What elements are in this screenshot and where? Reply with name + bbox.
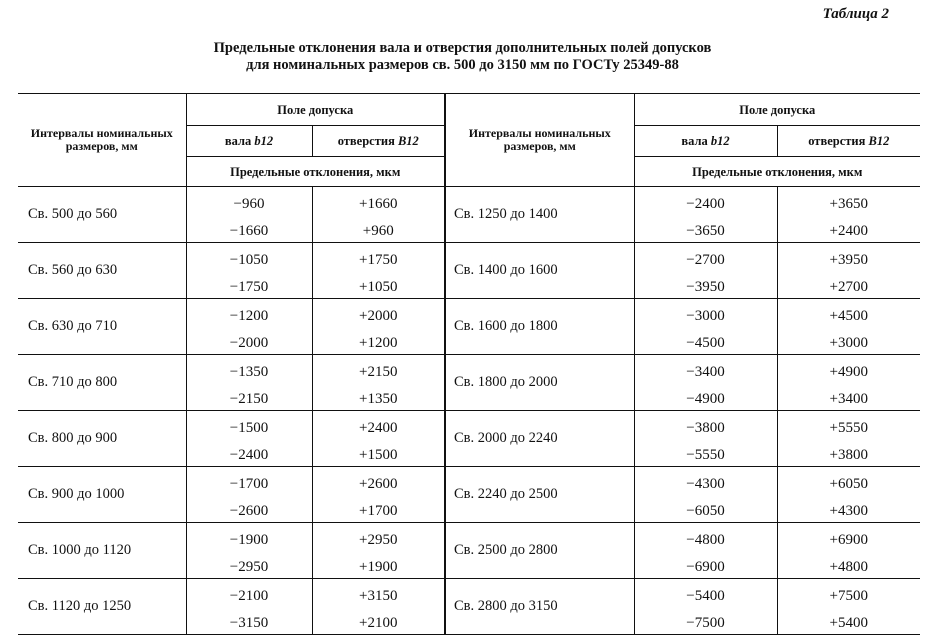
hole-upper-left: +2150 — [312, 355, 445, 382]
hole-upper-right: +4500 — [777, 299, 920, 326]
deviations-header-right: Предельные отклонения, мкм — [634, 157, 920, 187]
tolerance-field-header-left: Поле допуска — [186, 94, 445, 126]
interval-cell-right: Св. 2240 до 2500 — [445, 467, 634, 523]
deviations-header-left: Предельные отклонения, мкм — [186, 157, 445, 187]
table-row — [18, 299, 920, 326]
shaft-lower-right: −5550 — [634, 437, 777, 467]
table-row — [18, 355, 920, 382]
hole-upper-right: +3650 — [777, 187, 920, 214]
shaft-lower-left: −2150 — [186, 381, 312, 411]
interval-cell-left: Св. 630 до 710 — [18, 299, 186, 355]
shaft-header-left — [186, 126, 312, 157]
table-header — [18, 94, 920, 187]
hole-lower-right: +3000 — [777, 325, 920, 355]
shaft-lower-right: −4500 — [634, 325, 777, 355]
interval-cell-right: Св. 1250 до 1400 — [445, 187, 634, 243]
table-row — [18, 243, 920, 270]
table-body — [18, 187, 920, 635]
hole-code: B12 — [868, 134, 890, 148]
shaft-upper-right: −3800 — [634, 411, 777, 438]
hole-upper-right: +7500 — [777, 579, 920, 606]
hole-upper-left: +1660 — [312, 187, 445, 214]
hole-lower-left: +1900 — [312, 549, 445, 579]
shaft-lower-right: −7500 — [634, 605, 777, 635]
table-row — [18, 467, 920, 494]
hole-upper-left: +2950 — [312, 523, 445, 550]
hole-lower-left: +1500 — [312, 437, 445, 467]
shaft-lower-right: −6900 — [634, 549, 777, 579]
shaft-upper-left: −960 — [186, 187, 312, 214]
shaft-upper-right: −3000 — [634, 299, 777, 326]
shaft-upper-left: −1050 — [186, 243, 312, 270]
interval-cell-right: Св. 1400 до 1600 — [445, 243, 634, 299]
shaft-lower-right: −4900 — [634, 381, 777, 411]
shaft-code: b12 — [710, 134, 730, 148]
shaft-lower-right: −6050 — [634, 493, 777, 523]
hole-header-right — [777, 126, 920, 157]
shaft-lower-left: −1750 — [186, 269, 312, 299]
hole-lower-right: +5400 — [777, 605, 920, 635]
interval-cell-right: Св. 2500 до 2800 — [445, 523, 634, 579]
interval-cell-left: Св. 560 до 630 — [18, 243, 186, 299]
interval-cell-right: Св. 2800 до 3150 — [445, 579, 634, 635]
interval-cell-right: Св. 2000 до 2240 — [445, 411, 634, 467]
shaft-upper-left: −1700 — [186, 467, 312, 494]
hole-lower-right: +2400 — [777, 213, 920, 243]
hole-upper-left: +3150 — [312, 579, 445, 606]
interval-cell-left: Св. 800 до 900 — [18, 411, 186, 467]
table-number: Таблица 2 — [822, 6, 889, 22]
shaft-lower-left: −2400 — [186, 437, 312, 467]
hole-lower-right: +3800 — [777, 437, 920, 467]
hole-prefix: отверстия — [337, 134, 398, 148]
interval-cell-left: Св. 900 до 1000 — [18, 467, 186, 523]
hole-upper-right: +4900 — [777, 355, 920, 382]
shaft-lower-left: −2600 — [186, 493, 312, 523]
shaft-code: b12 — [254, 134, 274, 148]
shaft-upper-left: −1900 — [186, 523, 312, 550]
hole-upper-right: +6050 — [777, 467, 920, 494]
hole-upper-right: +5550 — [777, 411, 920, 438]
shaft-prefix: вала — [224, 134, 255, 148]
table-row — [18, 523, 920, 550]
hole-code: B12 — [397, 134, 419, 148]
shaft-lower-right: −3650 — [634, 213, 777, 243]
shaft-upper-left: −1500 — [186, 411, 312, 438]
shaft-upper-right: −2700 — [634, 243, 777, 270]
hole-lower-left: +1200 — [312, 325, 445, 355]
hole-upper-left: +2000 — [312, 299, 445, 326]
table-row — [18, 411, 920, 438]
shaft-upper-right: −3400 — [634, 355, 777, 382]
deviations-table — [18, 93, 920, 635]
interval-cell-left: Св. 710 до 800 — [18, 355, 186, 411]
shaft-upper-right: −5400 — [634, 579, 777, 606]
hole-lower-right: +4300 — [777, 493, 920, 523]
interval-cell-left: Св. 1000 до 1120 — [18, 523, 186, 579]
table-row — [18, 187, 920, 214]
hole-upper-left: +2600 — [312, 467, 445, 494]
interval-cell-left: Св. 500 до 560 — [18, 187, 186, 243]
title-line-1: Предельные отклонения вала и отверстия дополнительных полей допусков — [213, 40, 712, 56]
hole-lower-left: +960 — [312, 213, 445, 243]
shaft-upper-left: −1200 — [186, 299, 312, 326]
hole-lower-right: +4800 — [777, 549, 920, 579]
shaft-lower-left: −2950 — [186, 549, 312, 579]
hole-header-left — [312, 126, 445, 157]
table-row — [18, 579, 920, 606]
shaft-header-right — [634, 126, 777, 157]
intervals-header-right: Интервалы номинальных размеров, мм — [445, 94, 634, 187]
hole-lower-left: +2100 — [312, 605, 445, 635]
document-title — [0, 40, 925, 74]
hole-lower-left: +1350 — [312, 381, 445, 411]
shaft-lower-right: −3950 — [634, 269, 777, 299]
shaft-prefix: вала — [681, 134, 711, 148]
shaft-lower-left: −1660 — [186, 213, 312, 243]
shaft-lower-left: −3150 — [186, 605, 312, 635]
hole-upper-left: +2400 — [312, 411, 445, 438]
hole-upper-left: +1750 — [312, 243, 445, 270]
interval-cell-right: Св. 1600 до 1800 — [445, 299, 634, 355]
shaft-upper-right: −4800 — [634, 523, 777, 550]
shaft-upper-right: −4300 — [634, 467, 777, 494]
hole-lower-right: +2700 — [777, 269, 920, 299]
hole-prefix: отверстия — [808, 134, 869, 148]
shaft-lower-left: −2000 — [186, 325, 312, 355]
interval-cell-right: Св. 1800 до 2000 — [445, 355, 634, 411]
shaft-upper-right: −2400 — [634, 187, 777, 214]
tolerance-field-header-right: Поле допуска — [634, 94, 920, 126]
intervals-header-left: Интервалы номинальных размеров, мм — [18, 94, 186, 187]
hole-lower-right: +3400 — [777, 381, 920, 411]
shaft-upper-left: −1350 — [186, 355, 312, 382]
hole-lower-left: +1700 — [312, 493, 445, 523]
title-line-2: для номинальных размеров св. 500 до 3150 мм по ГОСТу 25349-88 — [246, 57, 679, 73]
hole-upper-right: +3950 — [777, 243, 920, 270]
hole-upper-right: +6900 — [777, 523, 920, 550]
shaft-upper-left: −2100 — [186, 579, 312, 606]
interval-cell-left: Св. 1120 до 1250 — [18, 579, 186, 635]
hole-lower-left: +1050 — [312, 269, 445, 299]
